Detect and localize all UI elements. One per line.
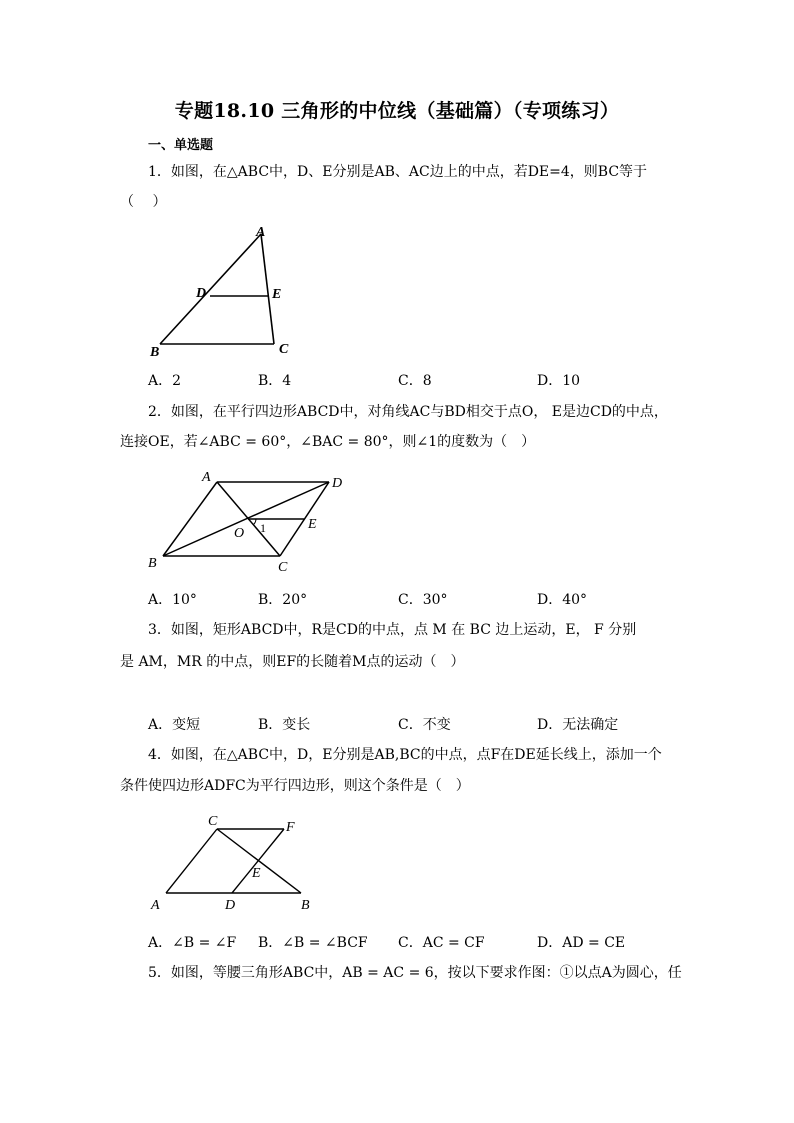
label-b: B [301, 898, 310, 913]
question-4-option-a[interactable]: A．∠B = ∠F [148, 935, 237, 951]
question-2-figure [140, 465, 365, 580]
label-e: E [252, 866, 261, 881]
label-c: C [208, 814, 218, 829]
question-4-option-b[interactable]: B．∠B = ∠BCF [258, 935, 368, 951]
question-1-figure [140, 220, 310, 365]
label-d: D [225, 898, 236, 913]
label-e: E [272, 287, 282, 302]
segment-ab [160, 234, 261, 344]
segment-ab [163, 482, 217, 556]
question-1-option-d[interactable]: D．10 [537, 373, 581, 389]
question-1-option-b[interactable]: B．4 [258, 373, 292, 389]
question-3-option-c[interactable]: C．不变 [398, 717, 451, 733]
question-3-line-2: 是 AM，MR 的中点，则EF的长随着M点的运动（ ） [120, 654, 465, 670]
label-a: A [256, 225, 266, 240]
segment-df [232, 829, 284, 893]
question-3-option-a[interactable]: A．变短 [148, 717, 201, 733]
label-o: O [234, 526, 245, 541]
question-2-option-d[interactable]: D．40° [537, 592, 588, 608]
angle-1-arc [253, 519, 256, 525]
question-4-figure [140, 810, 330, 920]
question-4-option-c[interactable]: C．AC = CF [398, 935, 485, 951]
label-f: F [286, 820, 295, 835]
segment-cb [217, 829, 301, 893]
question-3-option-d[interactable]: D．无法确定 [537, 717, 619, 733]
section-heading: 一、单选题 [148, 138, 214, 153]
question-2-option-c[interactable]: C．30° [398, 592, 448, 608]
label-b: B [148, 556, 157, 571]
question-3-line-1: 3．如图，矩形ABCD中，R是CD的中点，点 M 在 BC 边上运动，E， F 分别 [148, 622, 637, 638]
label-c: C [278, 560, 288, 575]
question-4-line-2: 条件使四边形ADFC为平行四边形，则这个条件是（ ） [120, 778, 470, 794]
question-5-line-1: 5．如图，等腰三角形ABC中，AB = AC = 6，按以下要求作图：①以点A为圆心，任 [148, 965, 682, 981]
label-c: C [279, 342, 289, 357]
question-1-line-2: （ ） [120, 194, 167, 210]
segment-ac [166, 829, 217, 893]
question-2-option-a[interactable]: A．10° [148, 592, 197, 608]
label-angle-1: 1 [260, 521, 266, 535]
label-d: D [332, 476, 343, 491]
page-title: 专题18.10 三角形的中位线（基础篇）（专项练习） [174, 100, 620, 122]
question-2-option-b[interactable]: B．20° [258, 592, 308, 608]
question-1-option-c[interactable]: C．8 [398, 373, 432, 389]
label-b: B [150, 345, 160, 360]
question-2-line-2: 连接OE，若∠ABC = 60°，∠BAC = 80°，则∠1的度数为（ ） [120, 434, 536, 450]
label-a: A [202, 470, 211, 485]
question-3-option-b[interactable]: B．变长 [258, 717, 311, 733]
question-1-option-a[interactable]: A．2 [148, 373, 182, 389]
label-e: E [308, 517, 317, 532]
label-a: A [151, 898, 160, 913]
question-4-line-1: 4．如图，在△ABC中，D，E分别是AB,BC的中点，点F在DE延长线上，添加一个 [148, 747, 662, 763]
label-d: D [196, 286, 207, 301]
question-1-line-1: 1．如图，在△ABC中，D、E分别是AB、AC边上的中点，若DE=4，则BC等于 [148, 164, 648, 180]
question-2-line-1: 2．如图，在平行四边形ABCD中，对角线AC与BD相交于点O， E是边CD的中点， [148, 404, 668, 420]
question-4-option-d[interactable]: D．AD = CE [537, 935, 626, 951]
